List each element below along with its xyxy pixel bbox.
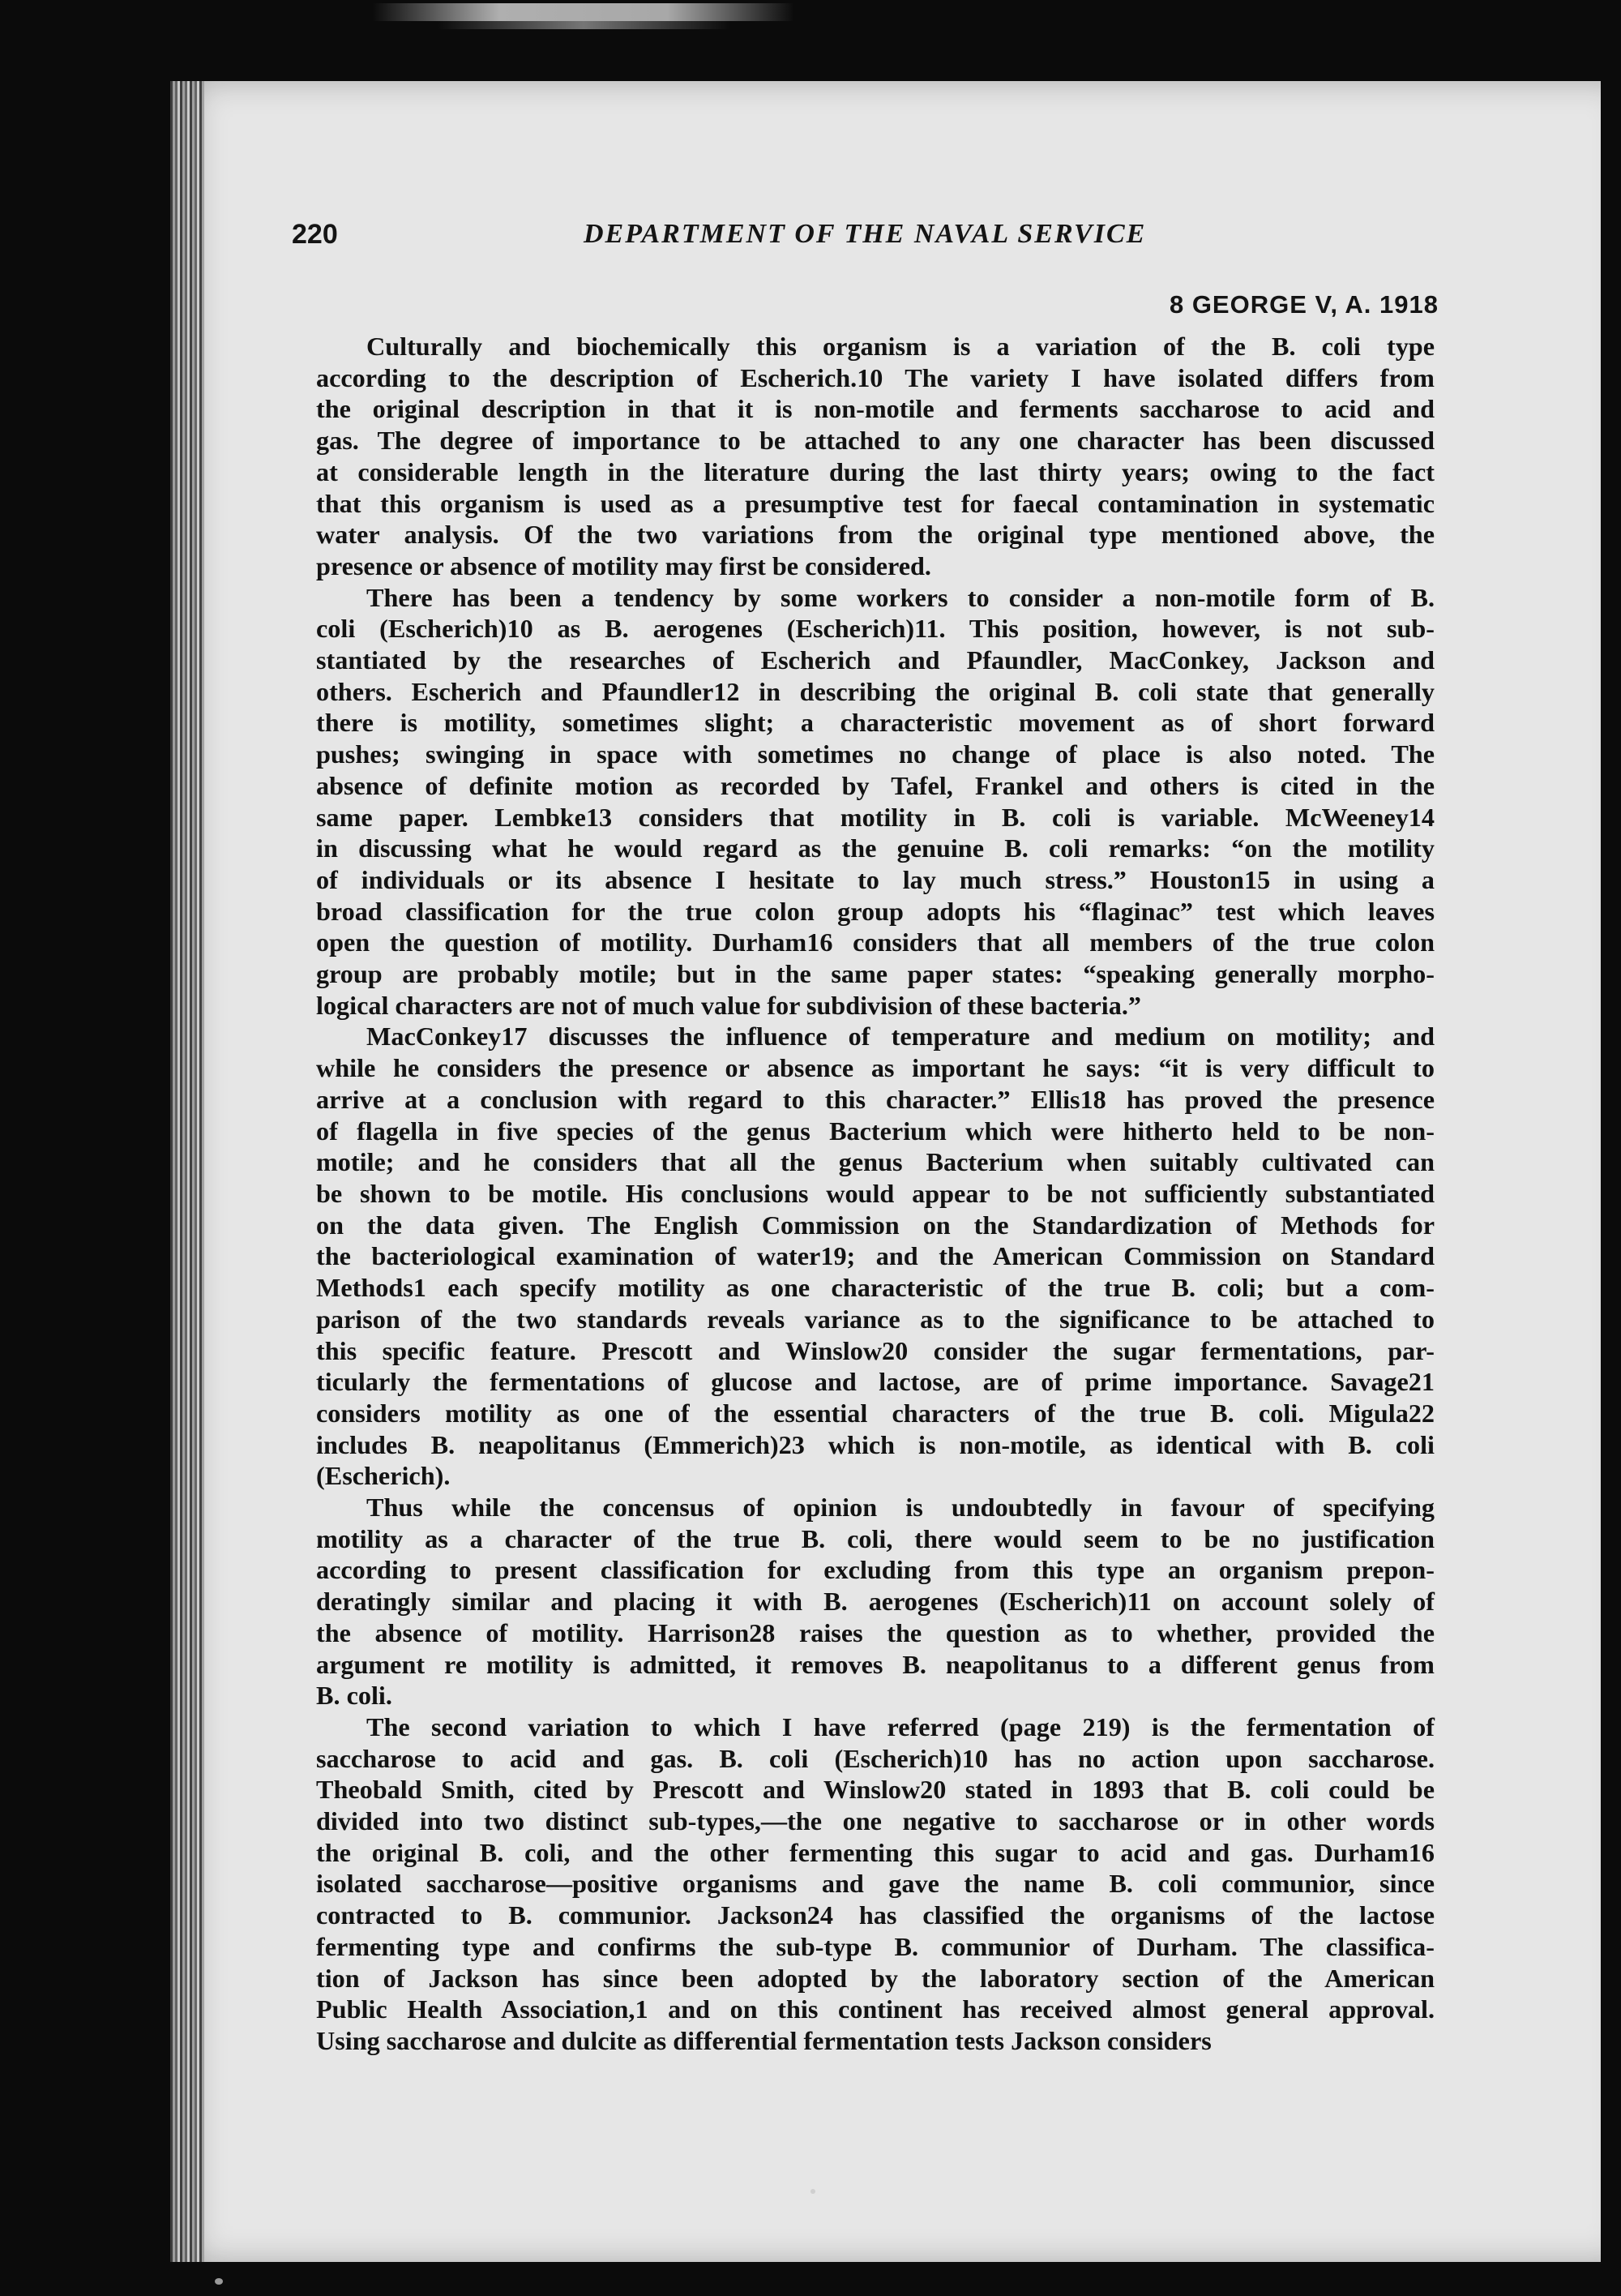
- scan-speck: [215, 2278, 223, 2285]
- text-line: there is motility, sometimes slight; a characteristic movement as of short forward: [316, 708, 1435, 738]
- text-line: be shown to be motile. His conclusions would appear to be not sufficiently substantiated: [316, 1178, 1435, 1208]
- text-line: divided into two distinct sub-types,—the one negative to saccharose or in other words: [316, 1806, 1435, 1836]
- text-line: water analysis. Of the two variations from the original type mentioned above, the: [316, 520, 1435, 550]
- text-line: on the data given. The English Commission on the Standardization of Methods for: [316, 1210, 1435, 1240]
- text-line: ticularly the fermentations of glucose and lactose, are of prime importance. Savage21: [316, 1367, 1435, 1397]
- text-line: MacConkey17 discusses the influence of temperature and medium on motility; and: [366, 1022, 1435, 1052]
- text-line: at considerable length in the literature during the last thirty years; owing to the fact: [316, 456, 1435, 486]
- text-line: gas. The degree of importance to be attached to any one character has been discussed: [316, 426, 1435, 456]
- text-line: Methods1 each specify motility as one characteristic of the true B. coli; but a com-: [316, 1273, 1435, 1303]
- text-line: argument re motility is admitted, it removes B. neapolitanus to a different genus from: [316, 1649, 1435, 1679]
- text-line: considers motility as one of the essential characters of the true B. coli. Migula22: [316, 1398, 1435, 1428]
- text-line: open the question of motility. Durham16 considers that all members of the true colon: [316, 927, 1435, 957]
- text-line: broad classification for the true colon group adopts his “flaginac” test which leaves: [316, 896, 1435, 926]
- text-line: pushes; swinging in space with sometimes no change of place is also noted. The: [316, 739, 1435, 769]
- text-line: the original B. coli, and the other fermenting this sugar to acid and gas. Durham16: [316, 1837, 1435, 1867]
- text-line: same paper. Lembke13 considers that motility in B. coli is variable. McWeeney14: [316, 802, 1435, 832]
- text-line: of flagella in five species of the genus Bacterium which were hitherto held to be non-: [316, 1116, 1435, 1146]
- text-line: the absence of motility. Harrison28 raises the question as to whether, provided the: [316, 1617, 1435, 1647]
- text-line: stantiated by the researches of Escherich and Pfaundler, MacConkey, Jackson and: [316, 645, 1435, 675]
- text-line: while he considers the presence or absence as important he says: “it is very difficult to: [316, 1053, 1435, 1083]
- text-line: logical characters are not of much value for subdivision of these bacteria.”: [316, 990, 1141, 1020]
- text-line: isolated saccharose—positive organisms and gave the name B. coli communior, since: [316, 1869, 1435, 1899]
- text-line: B. coli.: [316, 1681, 392, 1711]
- text-line: according to present classification for excluding from this type an organism prepon-: [316, 1555, 1435, 1585]
- film-scan-streak-secondary: [438, 21, 729, 29]
- text-line: according to the description of Escherich.10 The variety I have isolated differs from: [316, 362, 1435, 392]
- running-head: DEPARTMENT OF THE NAVAL SERVICE: [584, 219, 1147, 249]
- text-line: absence of definite motion as recorded by Tafel, Frankel and others is cited in the: [316, 770, 1435, 800]
- film-scan-streak: [373, 3, 794, 21]
- text-line: that this organism is used as a presumptive test for faecal contamination in systematic: [316, 488, 1435, 518]
- text-line: The second variation to which I have referred (page 219) is the fermentation of: [366, 1711, 1435, 1741]
- text-line: Thus while the concensus of opinion is undoubtedly in favour of specifying: [366, 1493, 1435, 1523]
- text-line: There has been a tendency by some workers to consider a non-motile form of B.: [366, 582, 1435, 612]
- text-line: this specific feature. Prescott and Winslow20 consider the sugar fermentations, par-: [316, 1335, 1435, 1365]
- text-line: arrive at a conclusion with regard to this character.” Ellis18 has proved the presence: [316, 1084, 1435, 1114]
- paragraph: [316, 1711, 1435, 2057]
- paragraph: [316, 331, 1435, 582]
- text-line: motility as a character of the true B. coli, there would seem to be no justification: [316, 1523, 1435, 1553]
- page-binding-edge: [170, 81, 204, 2262]
- text-line: presence or absence of motility may first be considered.: [316, 550, 931, 580]
- page-number: 220: [292, 219, 338, 250]
- text-line: Public Health Association,1 and on this continent has received almost general approval.: [316, 1994, 1435, 2024]
- text-line: the original description in that it is non-motile and ferments saccharose to acid and: [316, 394, 1435, 424]
- scan-speck: [810, 2189, 815, 2194]
- text-line: tion of Jackson has since been adopted by the laboratory section of the American: [316, 1963, 1435, 1993]
- text-line: deratingly similar and placing it with B. aerogenes (Escherich)11 on account solely of: [316, 1587, 1435, 1617]
- text-line: saccharose to acid and gas. B. coli (Escherich)10 has no action upon saccharose.: [316, 1743, 1435, 1773]
- text-line: the bacteriological examination of water19; and the American Commission on Standard: [316, 1241, 1435, 1271]
- text-line: motile; and he considers that all the genus Bacterium when suitably cultivated can: [316, 1147, 1435, 1177]
- text-line: Culturally and biochemically this organism is a variation of the B. coli type: [366, 332, 1435, 361]
- text-line: in discussing what he would regard as the genuine B. coli remarks: “on the motility: [316, 833, 1435, 863]
- body-text: [316, 331, 1435, 2057]
- paragraph: [316, 1492, 1435, 1711]
- text-line: contracted to B. communior. Jackson24 has classified the organisms of the lactose: [316, 1900, 1435, 1930]
- text-line: Using saccharose and dulcite as differential fermentation tests Jackson considers: [316, 2025, 1212, 2055]
- text-line: others. Escherich and Pfaundler12 in describing the original B. coli state that generally: [316, 676, 1435, 706]
- paragraph: [316, 582, 1435, 1022]
- session-line: 8 GEORGE V, A. 1918: [1169, 290, 1439, 319]
- paragraph: [316, 1021, 1435, 1492]
- text-line: includes B. neapolitanus (Emmerich)23 which is non-motile, as identical with B. coli: [316, 1429, 1435, 1459]
- text-line: of individuals or its absence I hesitate to lay much stress.” Houston15 in using a: [316, 864, 1435, 894]
- text-line: (Escherich).: [316, 1461, 451, 1491]
- text-line: group are probably motile; but in the same paper states: “speaking generally morpho-: [316, 959, 1435, 989]
- text-line: Theobald Smith, cited by Prescott and Winslow20 stated in 1893 that B. coli could be: [316, 1775, 1435, 1805]
- text-line: parison of the two standards reveals variance as to the significance to be attached to: [316, 1304, 1435, 1334]
- text-line: coli (Escherich)10 as B. aerogenes (Escherich)11. This position, however, is not sub-: [316, 614, 1435, 644]
- text-line: fermenting type and confirms the sub-type B. communior of Durham. The classifica-: [316, 1931, 1435, 1961]
